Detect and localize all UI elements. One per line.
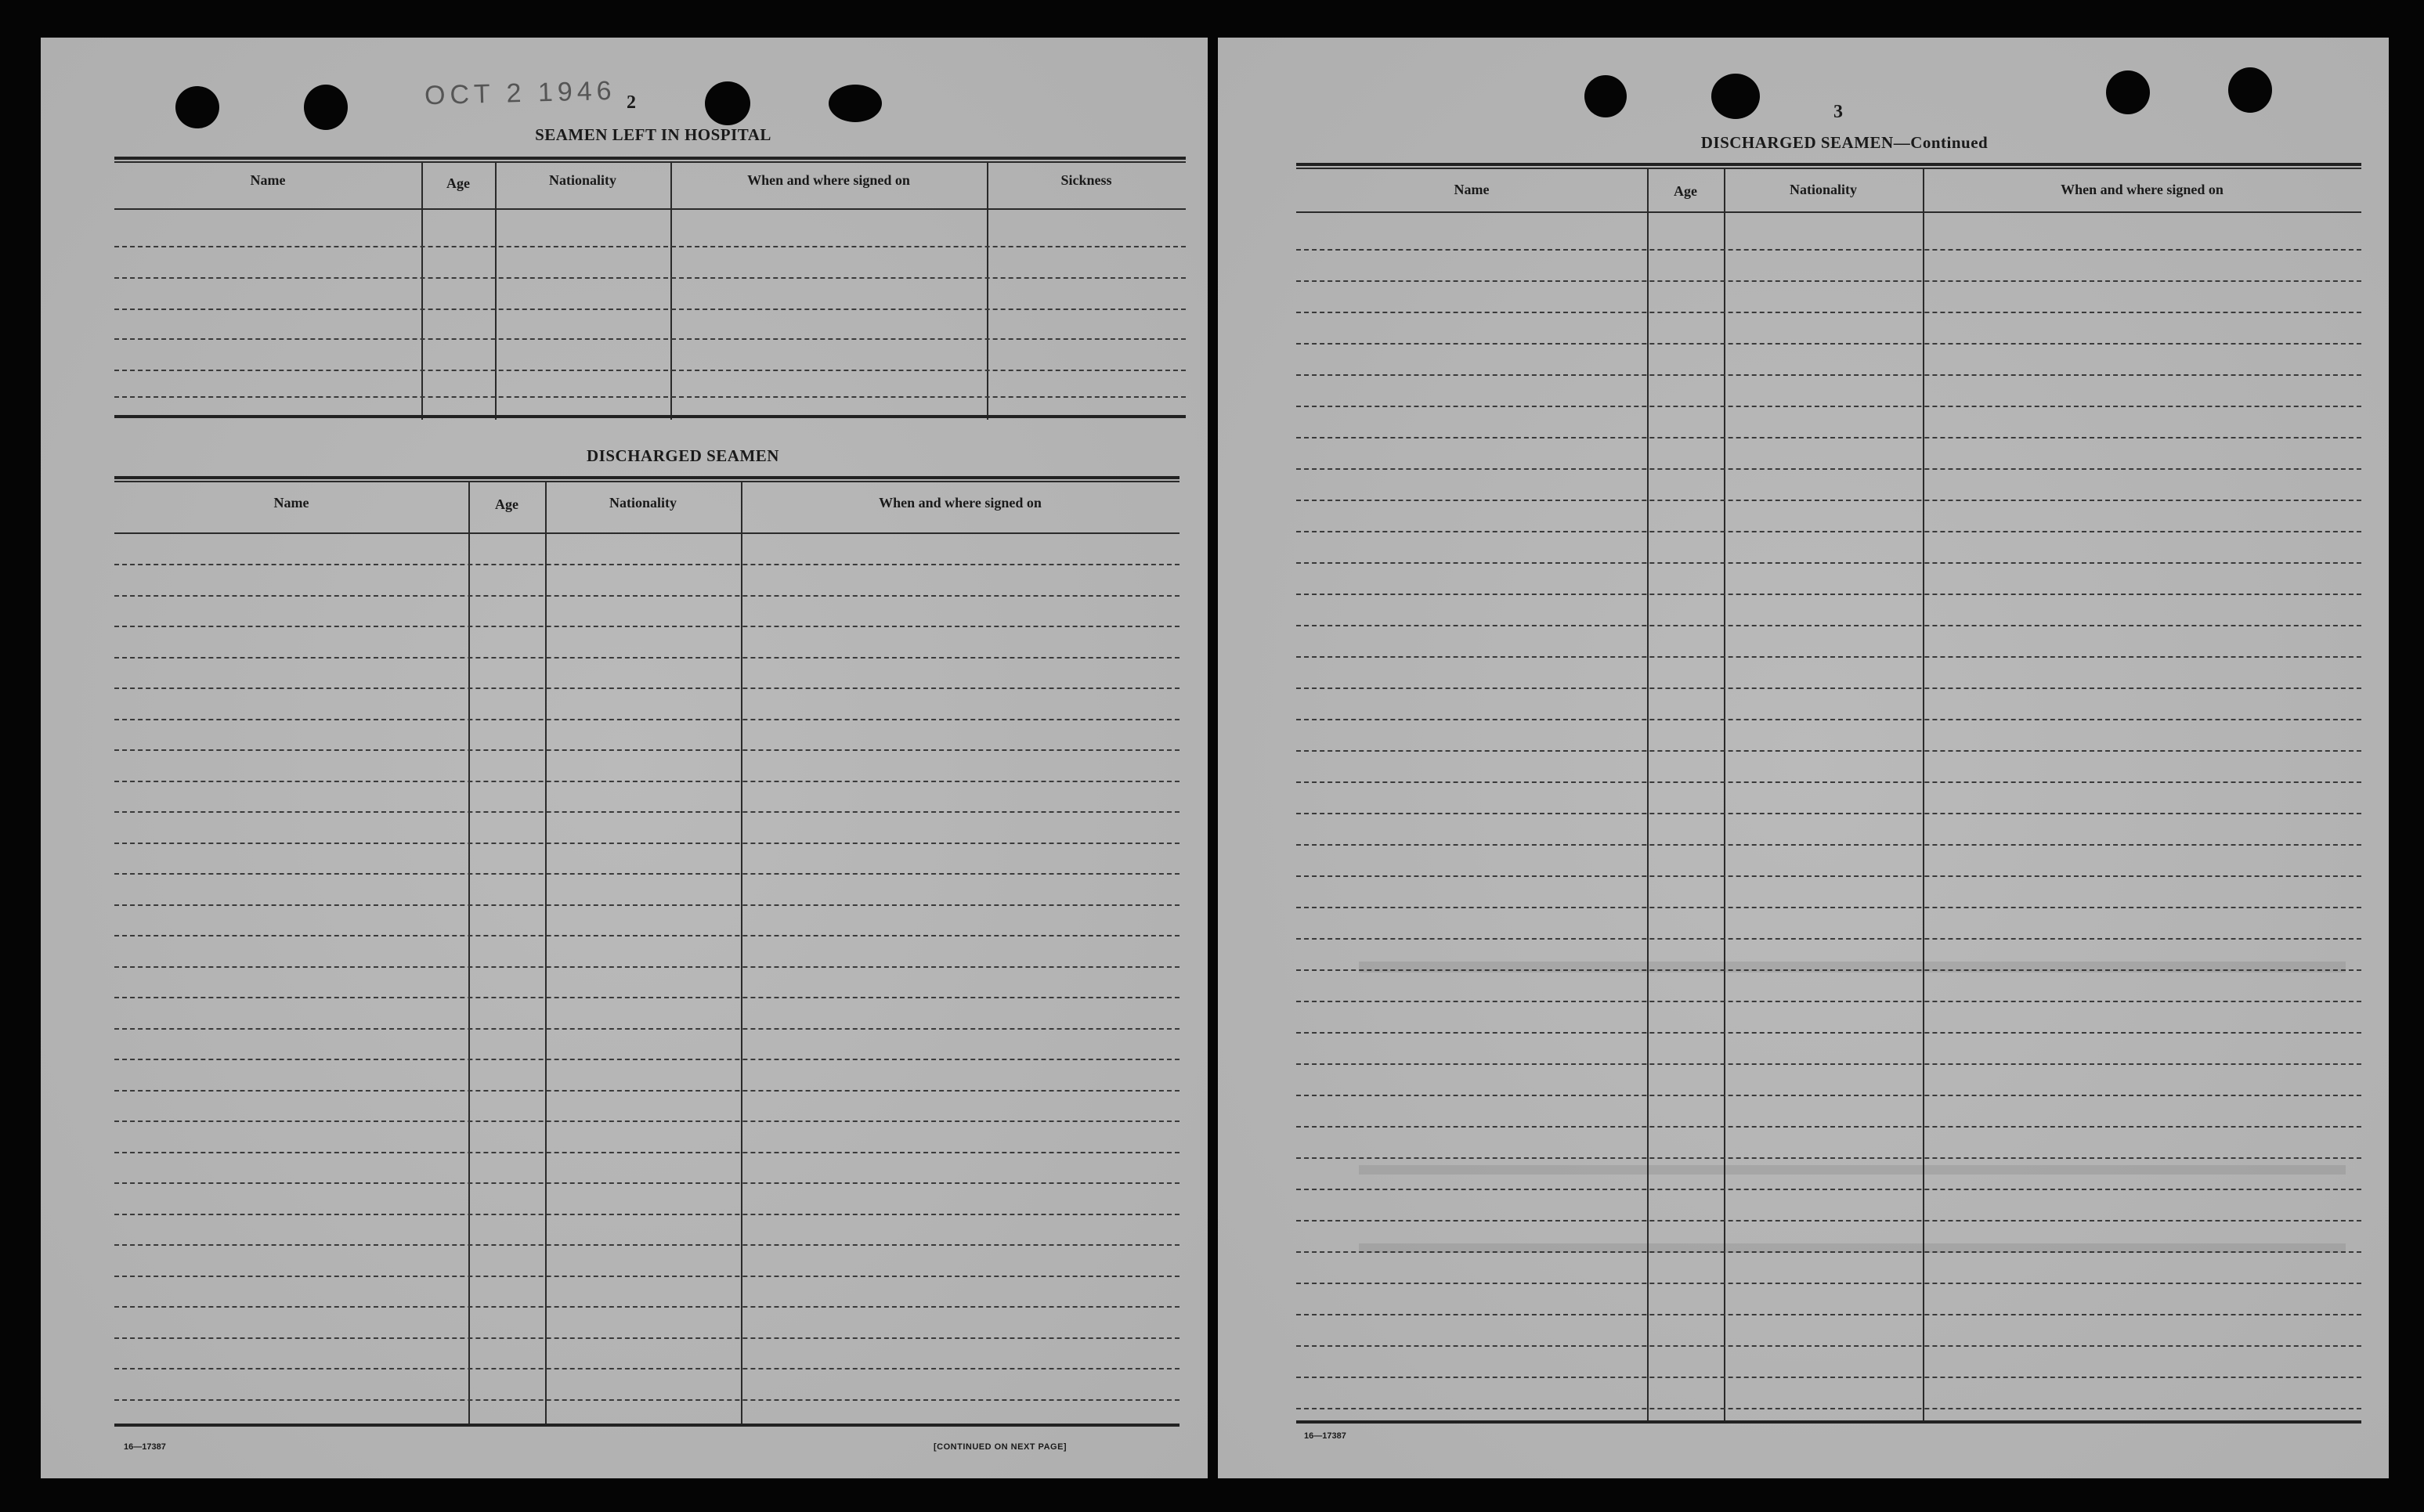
table-row (114, 873, 1179, 875)
table-row (1296, 875, 2361, 877)
table-row (114, 1028, 1179, 1030)
table-row (1296, 1157, 2361, 1159)
table-row (1296, 531, 2361, 532)
form-code: 16—17387 (1304, 1431, 1346, 1441)
punch-hole (705, 81, 750, 125)
table-row (114, 396, 1186, 398)
table-row (1296, 938, 2361, 940)
table-row (114, 277, 1186, 279)
table-row (114, 1059, 1179, 1060)
col-header-nationality: Nationality (548, 172, 616, 188)
page-number: 3 (1833, 102, 1843, 122)
table-row (1296, 1189, 2361, 1190)
table-row (1296, 1032, 2361, 1034)
table-row (1296, 719, 2361, 720)
table-row (1296, 468, 2361, 470)
table-row (1296, 656, 2361, 658)
col-header-name: Name (1454, 182, 1490, 197)
table-row (114, 904, 1179, 906)
table-row (114, 657, 1179, 659)
table-row (1296, 406, 2361, 407)
table-row (1296, 437, 2361, 438)
table-row (114, 1120, 1179, 1122)
table-row (1296, 500, 2361, 501)
table-row (1296, 813, 2361, 814)
table-row (1296, 594, 2361, 595)
col-header-name: Name (250, 172, 286, 188)
date-stamp: OCT 2 1946 (424, 75, 617, 111)
table-row (114, 1214, 1179, 1215)
table-row (114, 1276, 1179, 1277)
col-header-age: Age (446, 175, 470, 191)
punch-hole (829, 85, 882, 122)
table-row (114, 781, 1179, 782)
table-row (114, 935, 1179, 936)
left-page (41, 38, 1208, 1478)
table-row (114, 1244, 1179, 1246)
hospital-section-title: SEAMEN LEFT IN HOSPITAL (535, 125, 771, 144)
punch-hole (2228, 67, 2272, 113)
punch-hole (304, 85, 348, 130)
table-row (114, 246, 1186, 247)
discharged-continued-title: DISCHARGED SEAMEN—Continued (1700, 133, 1989, 152)
table-row (1296, 687, 2361, 689)
page-number: 2 (627, 92, 636, 113)
col-header-age: Age (495, 496, 518, 512)
table-row (1296, 374, 2361, 376)
col-header-nationality: Nationality (609, 495, 677, 511)
col-header-name: Name (273, 495, 309, 511)
table-row (114, 1182, 1179, 1184)
table-row (1296, 1001, 2361, 1002)
punch-hole (1711, 74, 1760, 119)
table-row (114, 1337, 1179, 1339)
table-row (114, 966, 1179, 968)
table-row (1296, 1408, 2361, 1409)
table-row (114, 719, 1179, 720)
table-row (1296, 562, 2361, 564)
table-row (114, 1306, 1179, 1308)
table-row (114, 1090, 1179, 1092)
discharged-table (114, 476, 1179, 1427)
table-row (1296, 1283, 2361, 1284)
table-row (114, 595, 1179, 597)
col-header-nationality: Nationality (1789, 182, 1857, 197)
punch-hole (175, 86, 219, 128)
table-row (114, 1399, 1179, 1401)
table-row (114, 370, 1186, 371)
table-row (1296, 1345, 2361, 1347)
punch-hole (2106, 70, 2150, 114)
form-code: 16—17387 (124, 1442, 166, 1452)
table-row (1296, 625, 2361, 626)
table-row (1296, 312, 2361, 313)
table-row (1296, 1126, 2361, 1128)
col-header-signed-on: When and where signed on (2061, 182, 2224, 197)
continued-note: [CONTINUED ON NEXT PAGE] (934, 1442, 1067, 1452)
table-row (114, 687, 1179, 689)
table-row (114, 997, 1179, 998)
table-row (1296, 844, 2361, 846)
discharged-section-title: DISCHARGED SEAMEN (587, 446, 779, 465)
table-row (114, 749, 1179, 751)
table-row (1296, 1063, 2361, 1065)
hospital-table (114, 157, 1186, 415)
table-row (1296, 1220, 2361, 1222)
col-header-signed-on: When and where signed on (879, 495, 1042, 511)
table-row (1296, 781, 2361, 783)
table-row (114, 309, 1186, 310)
table-row (1296, 280, 2361, 282)
table-row (114, 338, 1186, 340)
table-row (1296, 1314, 2361, 1315)
table-row (114, 811, 1179, 813)
col-header-signed-on: When and where signed on (747, 172, 910, 188)
table-row (114, 564, 1179, 565)
right-page (1218, 38, 2389, 1478)
discharged-continued-table (1296, 163, 2361, 1424)
table-row (1296, 907, 2361, 908)
table-row (114, 843, 1179, 844)
col-header-sickness: Sickness (1060, 172, 1112, 188)
table-row (1296, 1377, 2361, 1378)
col-header-age: Age (1674, 183, 1697, 199)
table-row (114, 626, 1179, 627)
table-row (1296, 750, 2361, 752)
table-row (1296, 343, 2361, 345)
table-row (114, 1152, 1179, 1153)
table-row (114, 1368, 1179, 1369)
punch-hole (1584, 75, 1627, 117)
table-row (1296, 249, 2361, 251)
table-row (1296, 1095, 2361, 1096)
